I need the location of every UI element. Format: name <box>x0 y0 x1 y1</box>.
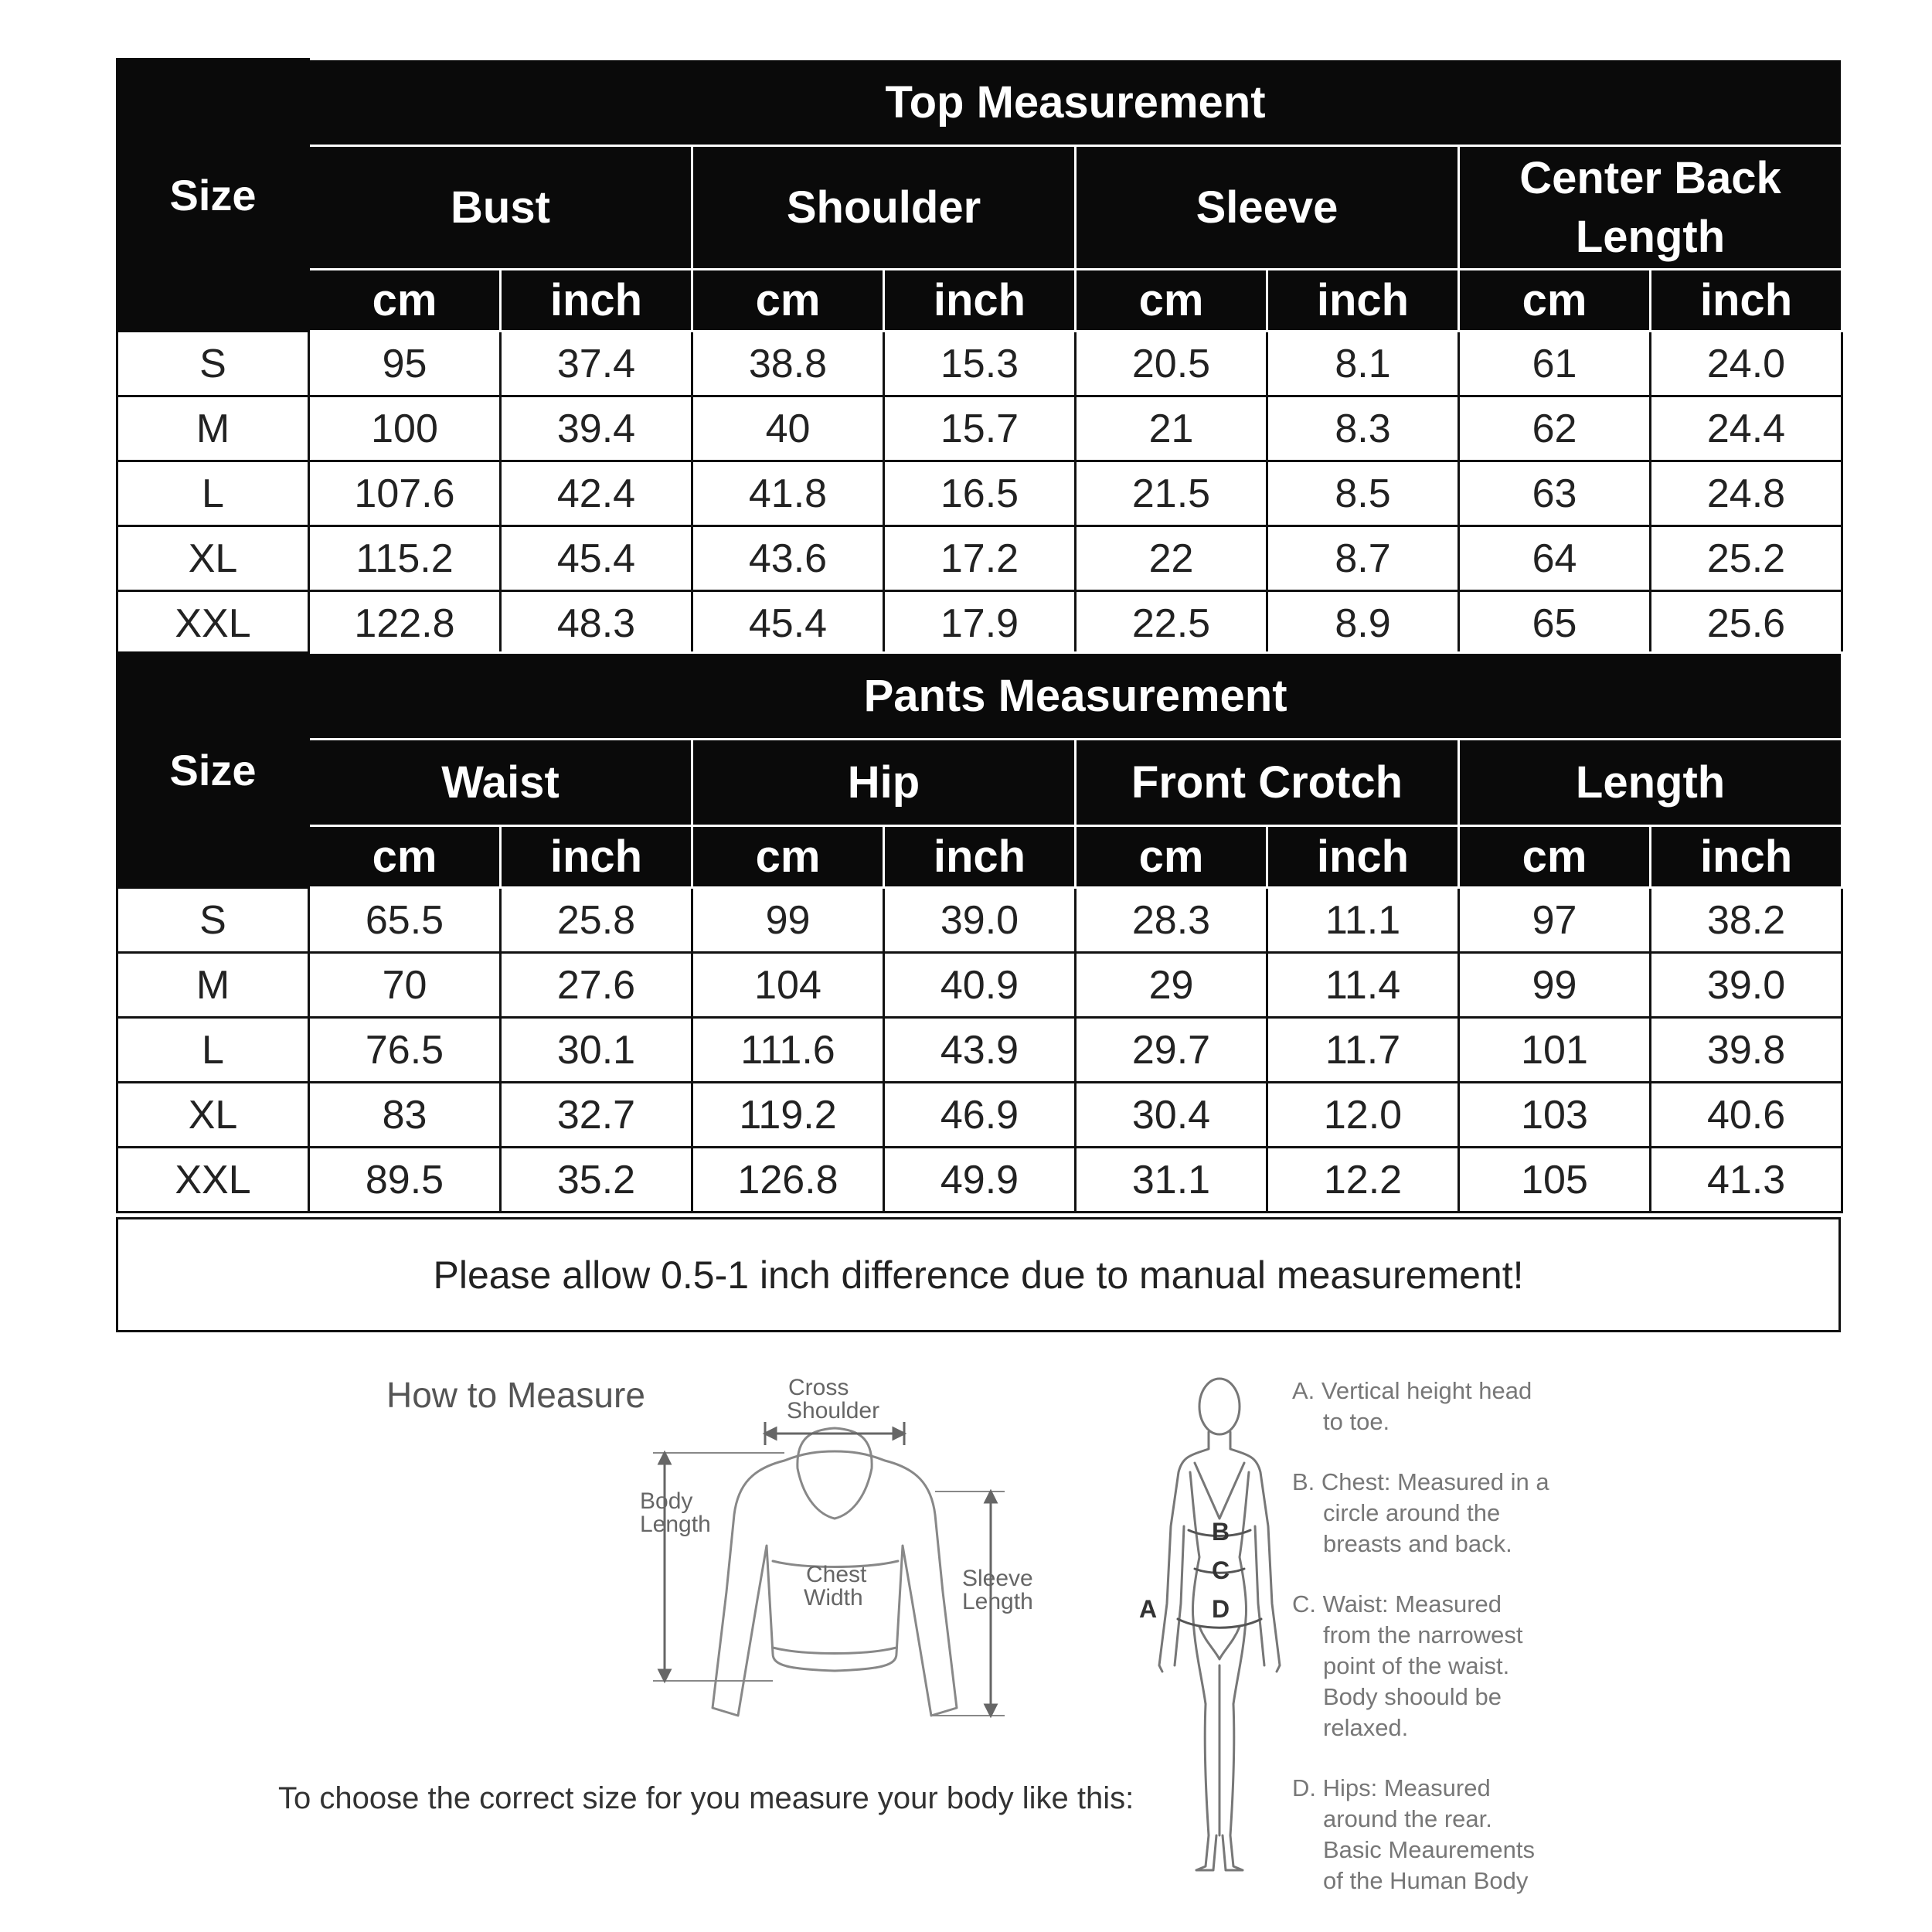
measurement-cell: 104 <box>692 953 884 1018</box>
measurement-cell: 21.5 <box>1076 461 1267 526</box>
hood-outline <box>798 1428 872 1519</box>
measurement-cell: 38.8 <box>692 332 884 396</box>
measurement-cell: 40.9 <box>884 953 1076 1018</box>
measurement-cell: 89.5 <box>309 1148 501 1213</box>
measurement-cell: 12.2 <box>1267 1148 1459 1213</box>
table-row <box>117 1148 1842 1213</box>
body-note <box>1292 1467 1617 1560</box>
measurement-cell: 16.5 <box>884 461 1076 526</box>
measurement-cell: 21 <box>1076 396 1267 461</box>
unit-header: inch <box>884 826 1076 888</box>
measurement-cell: 22.5 <box>1076 591 1267 656</box>
size-cell: XL <box>117 526 309 591</box>
measurement-cell: 63 <box>1459 461 1651 526</box>
measurement-cell: 42.4 <box>501 461 692 526</box>
measurement-cell: 49.9 <box>884 1148 1076 1213</box>
measurement-cell: 25.2 <box>1651 526 1842 591</box>
measurement-cell: 11.7 <box>1267 1018 1459 1083</box>
measurement-cell: 43.9 <box>884 1018 1076 1083</box>
measurement-cell: 95 <box>309 332 501 396</box>
sleeve-length-label-2: Length <box>962 1589 1033 1614</box>
measurement-cell: 39.4 <box>501 396 692 461</box>
measurement-cell: 40.6 <box>1651 1083 1842 1148</box>
table-row <box>117 461 1842 526</box>
group-header-front-crotch: Front Crotch <box>1076 740 1459 826</box>
body-note-line: relaxed. <box>1323 1714 1409 1741</box>
measurement-cell: 8.3 <box>1267 396 1459 461</box>
body-note-line: around the rear. <box>1323 1805 1492 1832</box>
table-row <box>117 888 1842 953</box>
measurement-cell: 15.7 <box>884 396 1076 461</box>
body-note-line: D. Hips: Measured <box>1292 1774 1491 1801</box>
size-cell: XL <box>117 1083 309 1148</box>
measurement-cell: 24.8 <box>1651 461 1842 526</box>
measurement-cell: 28.3 <box>1076 888 1267 953</box>
measurement-cell: 39.8 <box>1651 1018 1842 1083</box>
measurement-cell: 17.9 <box>884 591 1076 656</box>
body-measure-notes <box>1292 1376 1617 1926</box>
measurement-cell: 8.1 <box>1267 332 1459 396</box>
measurement-cell: 24.0 <box>1651 332 1842 396</box>
measurement-cell: 115.2 <box>309 526 501 591</box>
body-length-label-1: Body <box>640 1488 693 1514</box>
measurement-cell: 64 <box>1459 526 1651 591</box>
shirt-measure-diagram <box>618 1360 1082 1731</box>
table-row <box>117 1018 1842 1083</box>
table-row <box>117 396 1842 461</box>
size-cell: XXL <box>117 1148 309 1213</box>
measurement-cell: 40 <box>692 396 884 461</box>
body-figure-diagram <box>1128 1372 1298 1889</box>
group-header-length: Length <box>1459 740 1842 826</box>
measurement-cell: 105 <box>1459 1148 1651 1213</box>
measurement-cell: 100 <box>309 396 501 461</box>
measurement-cell: 39.0 <box>884 888 1076 953</box>
sleeve-length-label-1: Sleeve <box>962 1566 1033 1591</box>
group-header-bust: Bust <box>309 146 692 270</box>
measurement-cell: 99 <box>692 888 884 953</box>
measurement-cell: 83 <box>309 1083 501 1148</box>
how-to-measure-title: How to Measure <box>386 1375 645 1415</box>
table-row <box>117 332 1842 396</box>
size-cell: L <box>117 1018 309 1083</box>
measurement-cell: 61 <box>1459 332 1651 396</box>
body-note-line: to toe. <box>1323 1408 1390 1435</box>
unit-header: inch <box>884 270 1076 332</box>
measurement-cell: 25.6 <box>1651 591 1842 656</box>
size-cell: L <box>117 461 309 526</box>
measurement-cell: 25.8 <box>501 888 692 953</box>
unit-header: inch <box>501 270 692 332</box>
marker-d: D <box>1212 1595 1230 1623</box>
marker-b: B <box>1212 1518 1230 1546</box>
group-header-waist: Waist <box>309 740 692 826</box>
size-cell: M <box>117 396 309 461</box>
measurement-cell: 65.5 <box>309 888 501 953</box>
unit-header: cm <box>1459 826 1651 888</box>
measurement-cell: 32.7 <box>501 1083 692 1148</box>
body-note-line: circle around the <box>1323 1499 1501 1526</box>
measurement-cell: 45.4 <box>692 591 884 656</box>
measurement-cell: 11.1 <box>1267 888 1459 953</box>
measurement-cell: 27.6 <box>501 953 692 1018</box>
unit-header: cm <box>309 826 501 888</box>
measurement-cell: 103 <box>1459 1083 1651 1148</box>
body-note-line: B. Chest: Measured in a <box>1292 1468 1549 1495</box>
measurement-cell: 111.6 <box>692 1018 884 1083</box>
body-note-line: Body shoould be <box>1323 1683 1502 1710</box>
unit-header: inch <box>1651 270 1842 332</box>
table-title: Top Measurement <box>309 60 1842 146</box>
measurement-cell: 11.4 <box>1267 953 1459 1018</box>
unit-header: cm <box>692 270 884 332</box>
measurement-cell: 126.8 <box>692 1148 884 1213</box>
measurement-cell: 8.9 <box>1267 591 1459 656</box>
measurement-cell: 22 <box>1076 526 1267 591</box>
measurement-cell: 46.9 <box>884 1083 1076 1148</box>
body-note <box>1292 1773 1617 1896</box>
measurement-cell: 24.4 <box>1651 396 1842 461</box>
unit-header: cm <box>1459 270 1651 332</box>
table-title: Pants Measurement <box>309 653 1842 740</box>
measurement-cell: 99 <box>1459 953 1651 1018</box>
measurement-cell: 29.7 <box>1076 1018 1267 1083</box>
group-header-sleeve: Sleeve <box>1076 146 1459 270</box>
unit-header: cm <box>1076 826 1267 888</box>
measurement-cell: 101 <box>1459 1018 1651 1083</box>
measurement-cell: 17.2 <box>884 526 1076 591</box>
marker-a: A <box>1139 1595 1158 1623</box>
chest-width-label-1: Chest <box>806 1562 867 1587</box>
measurement-cell: 119.2 <box>692 1083 884 1148</box>
measurement-cell: 65 <box>1459 591 1651 656</box>
measurement-cell: 29 <box>1076 953 1267 1018</box>
measurement-note: Please allow 0.5-1 inch difference due to manual measurement! <box>116 1217 1841 1332</box>
how-to-measure-instruction: To choose the correct size for you measure your body like this: <box>278 1781 1134 1815</box>
measurement-cell: 97 <box>1459 888 1651 953</box>
table-row <box>117 953 1842 1018</box>
group-header-hip: Hip <box>692 740 1076 826</box>
unit-header: inch <box>1267 270 1459 332</box>
measurement-cell: 38.2 <box>1651 888 1842 953</box>
size-cell: S <box>117 888 309 953</box>
body-note <box>1292 1589 1617 1743</box>
table-row <box>117 591 1842 656</box>
pants-measurement-table <box>116 651 1843 1213</box>
marker-c: C <box>1212 1556 1230 1584</box>
measurement-cell: 8.5 <box>1267 461 1459 526</box>
table-row <box>117 1083 1842 1148</box>
body-note-line: from the narrowest <box>1323 1621 1523 1648</box>
body-note-line: of the Human Body <box>1323 1867 1529 1894</box>
top-measurement-table <box>116 58 1843 657</box>
body-length-label-2: Length <box>640 1512 711 1537</box>
measurement-cell: 122.8 <box>309 591 501 656</box>
unit-header: cm <box>692 826 884 888</box>
size-cell: XXL <box>117 591 309 656</box>
measurement-cell: 43.6 <box>692 526 884 591</box>
group-header-shoulder: Shoulder <box>692 146 1076 270</box>
measurement-cell: 30.4 <box>1076 1083 1267 1148</box>
measurement-cell: 107.6 <box>309 461 501 526</box>
table-row <box>117 526 1842 591</box>
unit-header: cm <box>1076 270 1267 332</box>
body-note <box>1292 1376 1617 1437</box>
measurement-cell: 30.1 <box>501 1018 692 1083</box>
measurement-cell: 41.8 <box>692 461 884 526</box>
measurement-cell: 15.3 <box>884 332 1076 396</box>
body-note-line: Basic Meaurements <box>1323 1836 1535 1863</box>
body-note-line: C. Waist: Measured <box>1292 1590 1502 1617</box>
measurement-cell: 70 <box>309 953 501 1018</box>
body-note-line: breasts and back. <box>1323 1530 1512 1557</box>
measurement-cell: 20.5 <box>1076 332 1267 396</box>
unit-header: inch <box>501 826 692 888</box>
measurement-cell: 62 <box>1459 396 1651 461</box>
unit-header: cm <box>309 270 501 332</box>
measurement-cell: 31.1 <box>1076 1148 1267 1213</box>
size-header: Size <box>117 60 309 332</box>
measurement-cell: 76.5 <box>309 1018 501 1083</box>
size-header: Size <box>117 653 309 888</box>
size-cell: S <box>117 332 309 396</box>
measurement-cell: 37.4 <box>501 332 692 396</box>
cross-shoulder-label-1: Cross <box>788 1375 849 1400</box>
measurement-cell: 48.3 <box>501 591 692 656</box>
measurement-cell: 39.0 <box>1651 953 1842 1018</box>
measurement-cell: 41.3 <box>1651 1148 1842 1213</box>
measurement-cell: 8.7 <box>1267 526 1459 591</box>
cross-shoulder-label-2: Shoulder <box>787 1398 880 1423</box>
chest-width-label-2: Width <box>804 1585 863 1611</box>
body-note-line: point of the waist. <box>1323 1652 1510 1679</box>
measurement-cell: 45.4 <box>501 526 692 591</box>
unit-header: inch <box>1267 826 1459 888</box>
measurement-cell: 35.2 <box>501 1148 692 1213</box>
body-note-line: A. Vertical height head <box>1292 1377 1532 1404</box>
unit-header: inch <box>1651 826 1842 888</box>
size-cell: M <box>117 953 309 1018</box>
measurement-cell: 12.0 <box>1267 1083 1459 1148</box>
group-header-center-back-length: Center Back Length <box>1459 146 1842 270</box>
